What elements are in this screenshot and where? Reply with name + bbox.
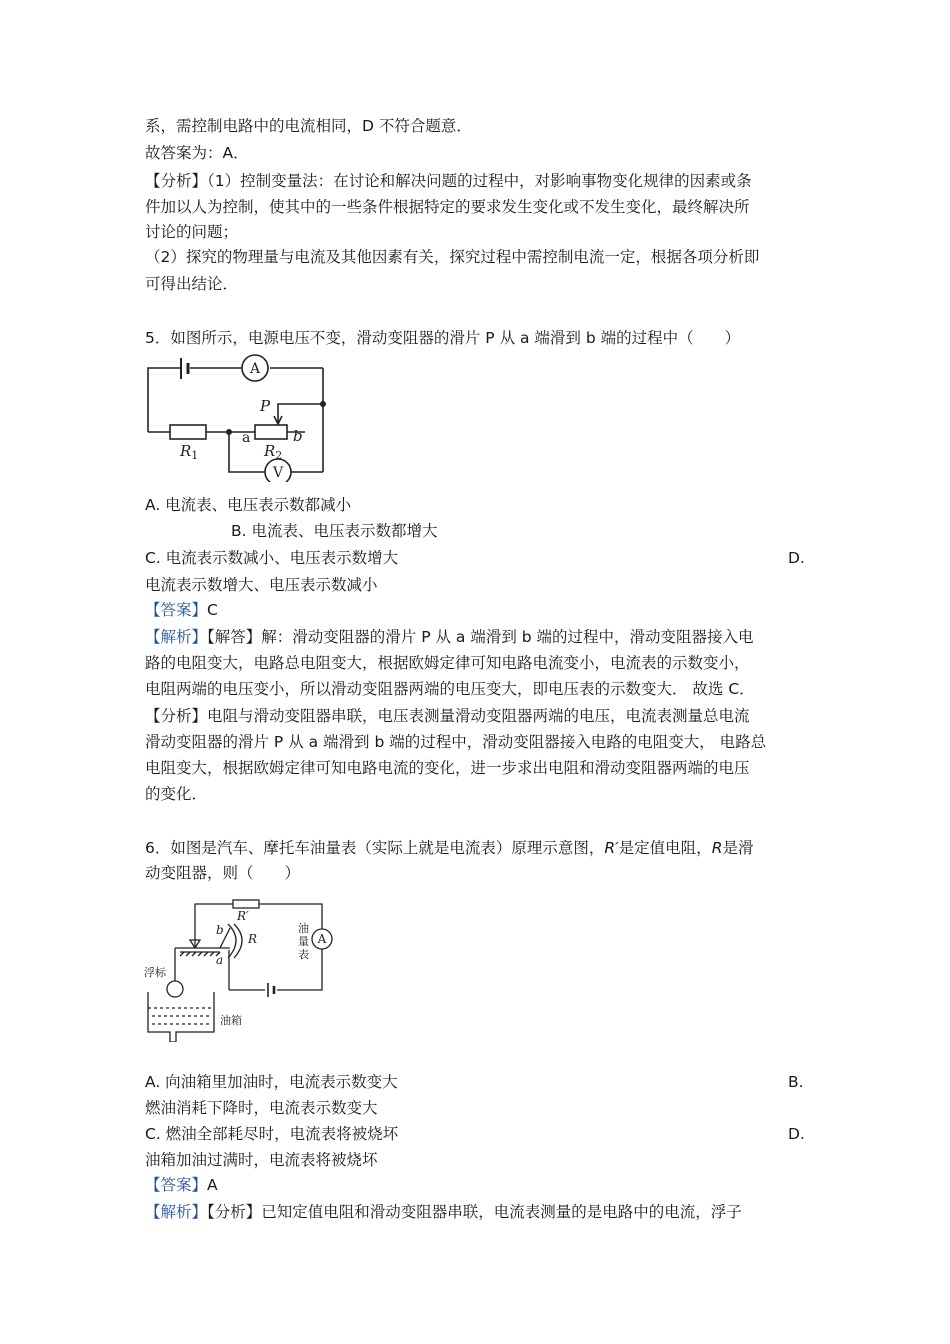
tank-label: 油箱 xyxy=(220,1014,242,1027)
text-line: 件加以人为控制，使其中的一些条件根据特定的要求发生变化或不发生变化，最终解决所 xyxy=(145,198,750,216)
q5-option-c: C. 电流表示数减小、电压表示数增大 xyxy=(145,549,399,567)
voltmeter-label: V xyxy=(272,465,284,481)
ammeter-label: A xyxy=(317,932,327,946)
q6-option-d: 油箱加油过满时，电流表将被烧坏 xyxy=(145,1151,378,1169)
q6-option-d-letter: D. xyxy=(788,1125,805,1143)
q5-fenxi-line: 电阻变大，根据欧姆定律可知电路电流的变化，进一步求出电阻和滑动变阻器两端的电压 xyxy=(145,759,750,777)
q5-option-a: A. 电流表、电压表示数都减小 xyxy=(145,496,352,514)
end-a-label: a xyxy=(216,953,224,967)
r1-label: $R_1$ xyxy=(180,442,199,462)
q5-analysis-line: 路的电阻变大，电路总电阻变大，根据欧姆定律可知电路电流变小，电流表的示数变小， xyxy=(145,654,750,672)
q5-fenxi-line: 【分析】电阻与滑动变阻器串联，电压表测量滑动变阻器两端的电压，电流表测量总电流 xyxy=(145,707,750,725)
analysis-tag: 【解析】 xyxy=(145,1203,208,1221)
ammeter-label: A xyxy=(249,361,261,377)
analysis-text: （1）控制变量法：在讨论和解决问题的过程中，对影响事物变化规律的因素或条 xyxy=(207,172,752,190)
q6-option-b-letter: B. xyxy=(788,1073,804,1091)
q5-option-d: 电流表示数增大、电压表示数减小 xyxy=(145,576,378,594)
question-5-stem: 5．如图所示，电源电压不变，滑动变阻器的滑片 P 从 a 端滑到 b 端的过程中（ ） xyxy=(145,329,741,347)
q5-fenxi-line: 的变化． xyxy=(145,785,208,803)
answer-value: C xyxy=(207,601,218,619)
end-b-label: b xyxy=(216,923,224,937)
q5-analysis-line: 【解析】【解答】解：滑动变阻器的滑片 P 从 a 端滑到 b 端的过程中，滑动变阻器接入电 xyxy=(145,628,754,646)
q5-option-b: B. 电流表、电压表示数都增大 xyxy=(231,522,438,540)
float-label: 浮标 xyxy=(144,966,166,979)
slider-p-label: P xyxy=(260,397,271,415)
text-line: 系，需控制电路中的电流相同，D 不符合题意． xyxy=(145,117,472,135)
text-line: 故答案为：A． xyxy=(145,144,249,162)
q6-analysis-line: 【解析】【分析】已知定值电阻和滑动变阻器串联，电流表测量的是电路中的电流，浮子 xyxy=(145,1203,742,1221)
answer-tag: 【答案】 xyxy=(145,1176,208,1194)
q5-analysis-line: 电阻两端的电压变小，所以滑动变阻器两端的电压变大，即电压表的示数变大． 故选 C． xyxy=(145,680,755,698)
q5-circuit-diagram xyxy=(140,352,340,482)
analysis-tag: 【分析】 xyxy=(145,172,208,190)
question-6-stem: 6．如图是汽车、摩托车油量表（实际上就是电流表）原理示意图，R′是定值电阻，R是滑 xyxy=(145,839,754,857)
q6-fuel-gauge-diagram xyxy=(140,892,340,1042)
q6-option-c: C. 燃油全部耗尽时，电流表将被烧坏 xyxy=(145,1125,399,1143)
q6-answer xyxy=(145,1175,218,1195)
answer-value: A xyxy=(207,1176,218,1194)
r2-label: $R_2$ xyxy=(264,442,283,462)
gauge-label: 油 xyxy=(298,922,309,935)
text-line xyxy=(145,171,752,191)
end-b-label: b xyxy=(293,427,303,445)
q5-fenxi-line: 滑动变阻器的滑片 P 从 a 端滑到 b 端的过程中，滑动变阻器接入电路的电阻变大， 电路总 xyxy=(145,733,767,751)
text-line: （2）探究的物理量与电流及其他因素有关，探究过程中需控制电流一定，根据各项分析即 xyxy=(145,248,760,266)
gauge-label: 量 xyxy=(298,935,309,948)
r-label: R xyxy=(248,932,258,946)
q6-option-b: 燃油消耗下降时，电流表示数变大 xyxy=(145,1099,378,1117)
analysis-tag: 【解析】 xyxy=(145,628,208,646)
q5-answer xyxy=(145,600,218,620)
question-6-stem: 动变阻器，则（ ） xyxy=(145,864,301,882)
r-prime-label: R′ xyxy=(237,909,249,923)
q6-option-a: A. 向油箱里加油时，电流表示数变大 xyxy=(145,1073,398,1091)
q5-option-d-letter: D. xyxy=(788,549,805,567)
text-line: 可得出结论． xyxy=(145,275,239,293)
text-line: 讨论的问题； xyxy=(145,223,239,241)
end-a-label: a xyxy=(242,430,251,446)
gauge-label: 表 xyxy=(298,948,309,961)
answer-tag: 【答案】 xyxy=(145,601,208,619)
